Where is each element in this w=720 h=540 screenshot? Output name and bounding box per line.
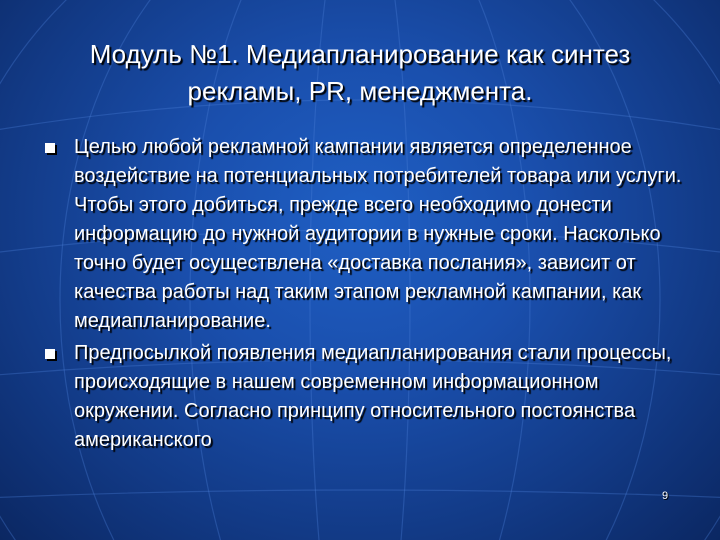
bullet-item: [42, 133, 682, 336]
bullet-list: [42, 133, 682, 458]
page-number: 9: [662, 490, 669, 502]
square-bullet-icon: [45, 349, 55, 359]
bullet-item: [42, 339, 682, 455]
bullet-text: Предпосылкой появления медиапланирования стали процессы, происходящие в нашем современном информационном окружении. Согласно принципу относительного постоянства американского: [74, 342, 672, 451]
slide-title: Модуль №1. Медиапланирование как синтез рекламы, PR, менеджмента.: [89, 39, 631, 106]
square-bullet-icon: [45, 143, 55, 153]
bullet-text: Целью любой рекламной кампании является определенное воздействие на потенциальных потребителей товара или услуги. Чтобы этого добиться, прежде всего необходимо донести информацию до нужной аудитории в нужные сроки. Насколько точно будет осуществлена «доставка послания», зависит от качества работы над таким этапом рекламной кампании, как медиапланирование.: [74, 136, 682, 332]
